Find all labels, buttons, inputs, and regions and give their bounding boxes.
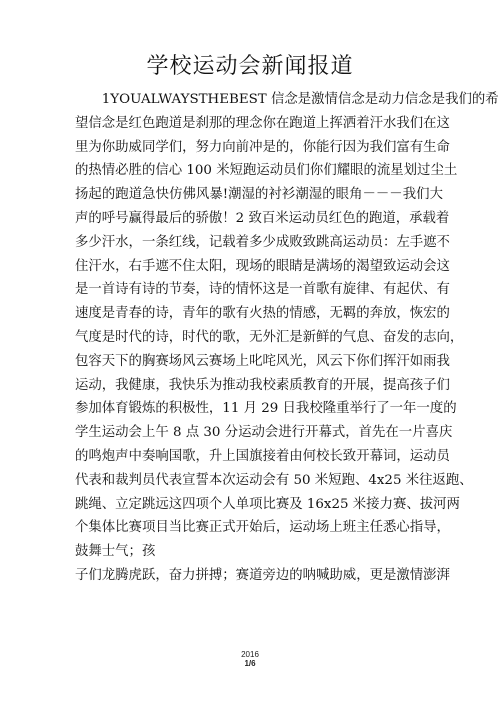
text-line: 声的呼号赢得最后的骄傲！2 致百米运动员红色的跑道，承载着	[75, 210, 450, 226]
text-line: 子们龙腾虎跃，奋力拼搏；赛道旁边的呐喊助威，更是激情澎湃	[75, 567, 450, 583]
text-line: 1YOUALWAYSTHEBEST 信念是激情信念是动力信念是我们的希	[75, 92, 499, 107]
page-title: 学校运动会新闻报道	[146, 54, 354, 79]
text-line: 是一首诗有诗的节奏，诗的情怀这是一首歌有旋律、有起伏、有	[75, 282, 450, 298]
text-line: 跳绳、立定跳远这四项个人单项比赛及 16x25 米接力赛、拔河两	[75, 496, 460, 512]
text-line: 的鸣炮声中奏响国歌，升上国旗接着由何校长致开幕词，运动员	[75, 448, 450, 464]
text-line: 学生运动会上午 8 点 30 分运动会进行开幕式，首先在一片喜庆	[75, 425, 453, 441]
text-line: 气度是时代的诗，时代的歌，无外汇是新鲜的气息、奋发的志向，	[75, 329, 464, 345]
text-line: 里为你助威同学们，努力向前冲是的，你能行因为我们富有生命	[75, 139, 450, 155]
text-line: 多少汗水，一条红线，记载着多少成败致跳高运动员：左手遮不	[75, 234, 450, 250]
text-line: 速度是青春的诗，青年的歌有火热的情感，无羁的奔放，恢宏的	[75, 306, 450, 322]
article-body	[75, 88, 499, 588]
text-line: 参加体育锻炼的积极性，11 月 29 日我校隆重举行了一年一度的	[75, 401, 457, 417]
text-line: 扬起的跑道急快仿佛风暴!潮湿的衬衫潮湿的眼角－－－我们大	[75, 187, 443, 203]
text-line: 个集体比赛项目当比赛正式开始后，运动场上班主任悉心指导，	[75, 520, 450, 536]
text-line: 包容天下的胸赛场风云赛场上叱咤风光，风云下你们挥汗如雨我	[75, 353, 450, 369]
text-line: 住汗水，右手遮不住太阳，现场的眼睛是满场的渴望致运动会这	[75, 258, 450, 274]
text-line: 望信念是红色跑道是刹那的理念你在跑道上挥洒着汗水我们在这	[75, 115, 450, 131]
page-number: 1/6	[244, 659, 256, 668]
text-line: 运动，我健康，我快乐为推动我校素质教育的开展，提高孩子们	[75, 377, 450, 393]
text-line: 的热情必胜的信心 100 米短跑运动员们你们耀眼的流星划过尘土	[75, 163, 458, 179]
text-line: 鼓舞士气；孩	[75, 544, 156, 560]
text-line: 代表和裁判员代表宣誓本次运动会有 50 米短跑、4x25 米往返跑、	[75, 472, 473, 488]
footer-year: 2016	[241, 650, 259, 659]
